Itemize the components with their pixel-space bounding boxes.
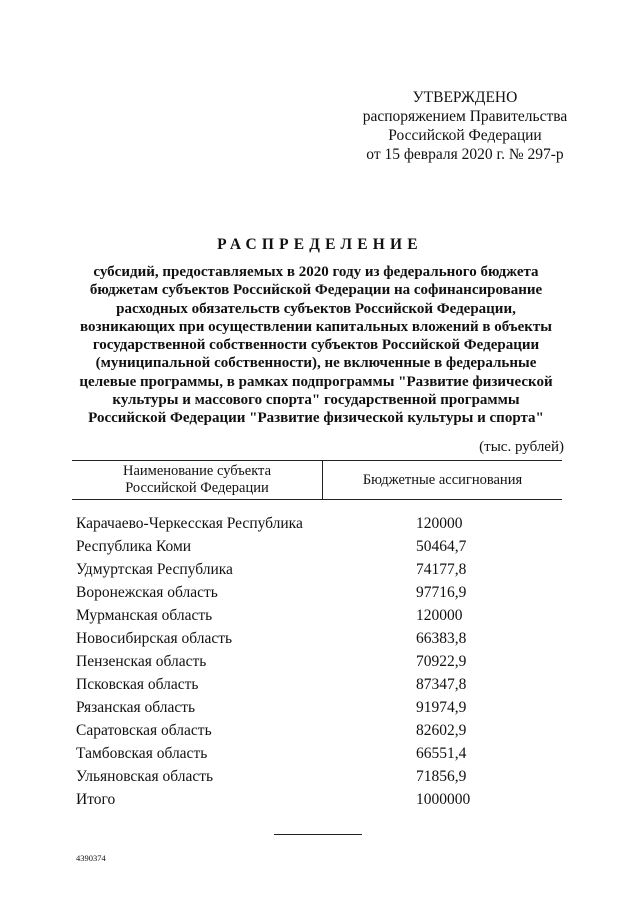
table-row: [76, 765, 566, 788]
region-name: Новосибирская область: [76, 630, 233, 647]
table-row: [76, 696, 566, 719]
table-row: [76, 627, 566, 650]
table-row: [76, 673, 566, 696]
subtitle-line: культуры и массового спорта" государственной программы: [112, 392, 520, 409]
header-region-line-2: Российской Федерации: [125, 480, 269, 496]
region-name: Пензенская область: [76, 653, 207, 670]
table-row: [76, 535, 566, 558]
region-amount: 50464,7: [416, 538, 467, 555]
region-amount: 82602,9: [416, 722, 467, 739]
approval-heading: УТВЕРЖДЕНО: [412, 89, 518, 106]
region-amount: 70922,9: [416, 653, 467, 670]
region-name: Республика Коми: [76, 538, 192, 555]
total-row: [76, 788, 566, 811]
subtitle-line: расходных обязательств субъектов Российской Федерации,: [116, 300, 516, 317]
document-title: РАСПРЕДЕЛЕНИЕ: [217, 236, 423, 253]
table-row: [76, 581, 566, 604]
region-amount: 87347,8: [416, 676, 467, 693]
header-region-column: [72, 461, 322, 499]
approval-block: [330, 88, 600, 164]
table-header: [72, 460, 562, 500]
region-amount: 74177,8: [416, 561, 467, 578]
subtitle-line: Российской Федерации "Развитие физической культуры и спорта": [88, 410, 544, 427]
region-name: Ульяновская область: [76, 768, 214, 785]
total-label: Итого: [76, 791, 116, 808]
region-name: Мурманская область: [76, 607, 213, 624]
total-amount: 1000000: [416, 791, 471, 808]
approval-line-2: Российской Федерации: [388, 127, 542, 144]
table-body: [76, 512, 566, 811]
region-amount: 66383,8: [416, 630, 467, 647]
table-row: [76, 558, 566, 581]
region-name: Рязанская область: [76, 699, 196, 716]
document-code: 4390374: [76, 853, 106, 863]
subtitle-line: возникающих при осуществлении капитальных вложений в объекты: [80, 318, 552, 335]
region-amount: 66551,4: [416, 745, 467, 762]
region-name: Карачаево-Черкесская Республика: [76, 515, 303, 532]
table-row: [76, 742, 566, 765]
table-row: [76, 512, 566, 535]
subtitle-line: государственной собственности субъектов Российской Федерации: [92, 337, 540, 354]
document-subtitle: [60, 263, 572, 428]
subtitle-line: бюджетам субъектов Российской Федерации на софинансирование: [89, 282, 543, 299]
region-name: Воронежская область: [76, 584, 218, 601]
subtitle-line: субсидий, предоставляемых в 2020 году из федерального бюджета: [93, 264, 539, 280]
approval-line-3: от 15 февраля 2020 г. № 297-р: [366, 146, 564, 163]
region-amount: 71856,9: [416, 768, 467, 785]
region-amount: 120000: [416, 607, 463, 624]
table-row: [76, 650, 566, 673]
end-separator-line: [274, 834, 362, 835]
subtitle-line: целевые программы, в рамках подпрограммы "Развитие физической: [79, 373, 553, 390]
region-amount: 91974,9: [416, 699, 467, 716]
approval-line-1: распоряжением Правительства: [362, 108, 568, 125]
table-row: [76, 719, 566, 742]
region-name: Тамбовская область: [76, 745, 208, 762]
subtitle-line: (муниципальной собственности), не включенные в федеральные: [95, 355, 537, 372]
units-label: (тыс. рублей): [479, 439, 564, 455]
region-name: Саратовская область: [76, 722, 212, 739]
region-name: Удмуртская Республика: [76, 561, 233, 578]
header-amount-column: Бюджетные ассигнования: [362, 472, 523, 488]
region-amount: 120000: [416, 515, 463, 532]
region-amount: 97716,9: [416, 584, 467, 601]
region-name: Псковская область: [76, 676, 199, 693]
table-row: [76, 604, 566, 627]
header-region-line-1: Наименование субъекта: [122, 463, 272, 479]
